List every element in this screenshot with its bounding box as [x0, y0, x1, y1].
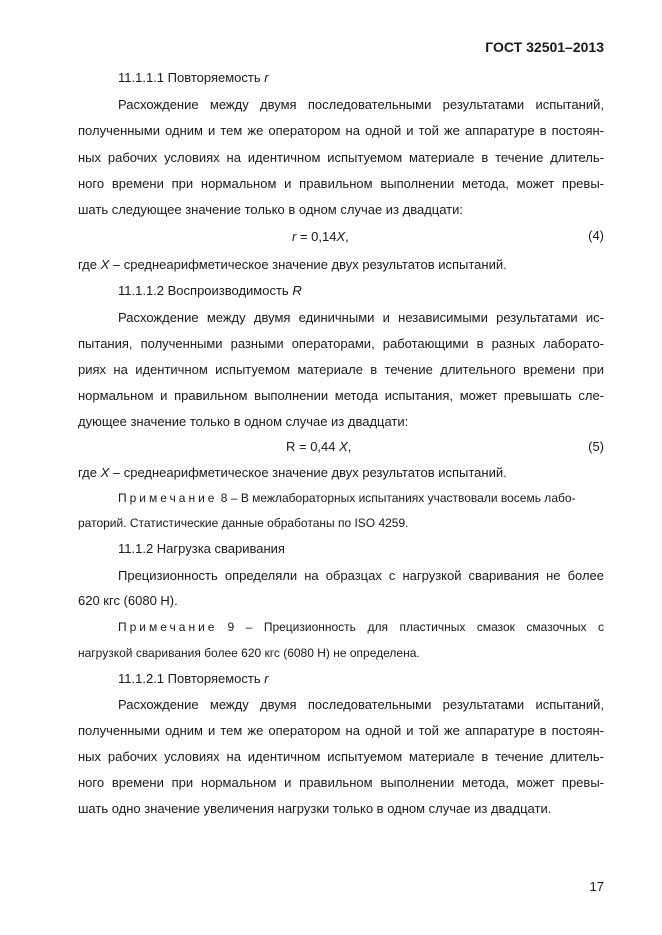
paragraph-line: полученными одним и тем же оператором на одной и той же аппаратуре в постоян- [78, 723, 604, 738]
where-pre: где [78, 257, 101, 272]
note-9 [118, 619, 604, 635]
paragraph-line: Прецизионность определяли на образцах с нагрузкой сваривания не более [118, 568, 604, 583]
paragraph-line: Расхождение между двумя единичными и независимыми результатами ис- [118, 310, 604, 325]
heading-text: 11.1.1.2 Воспроизводимость [118, 283, 293, 298]
paragraph-line: дующее значение только в одном случае из двадцати: [78, 414, 409, 429]
where-post: – среднеарифметическое значение двух результатов испытаний. [109, 257, 507, 272]
formula-rhs: = 0,14 [296, 229, 337, 244]
symbol: r [264, 70, 269, 85]
where-var: X [100, 257, 110, 272]
formula-var: X [339, 439, 348, 454]
note-text: 8 – В межлабораторных испытаниях участвовали восемь лабо- [217, 491, 576, 505]
paragraph-line: ных рабочих условиях на идентичном испытуемом материале в течение длитель- [78, 150, 604, 165]
heading-text: 11.1.1.1 Повторяемость [118, 70, 265, 85]
section-heading [118, 70, 604, 86]
note-text: 9 – Прецизионность для пластичных смазок смазочных с [227, 620, 604, 634]
where-pre: где [78, 465, 101, 480]
paragraph-line: Расхождение между двумя последовательными результатами испытаний, [118, 697, 604, 712]
note-8-continuation: раторий. Статистические данные обработаны по ISO 4259. [78, 516, 409, 530]
where-line [78, 465, 604, 481]
where-post: – среднеарифметическое значение двух результатов испытаний. [109, 465, 507, 480]
paragraph-line: ных рабочих условиях на идентичном испытуемом материале в течение длитель- [78, 749, 604, 764]
formula-lhs: R = 0,44 [286, 439, 340, 454]
heading-text: 11.1.2.1 Повторяемость [118, 671, 265, 686]
section-heading: 11.1.2 Нагрузка сваривания [118, 541, 285, 556]
formula-end: , [347, 439, 352, 454]
section-heading [118, 283, 604, 299]
note-9-continuation: нагрузкой сваривания более 620 кгс (6080 Н) не определена. [78, 646, 420, 660]
symbol: R [292, 283, 302, 298]
section-heading [118, 671, 604, 687]
where-line [78, 257, 604, 273]
equation-number: (4) [588, 228, 604, 243]
paragraph-line: ного времени при нормальном и правильном выполнении метода, может превы- [78, 176, 604, 191]
where-var: X [100, 465, 110, 480]
paragraph-line: нормальном и правильном выполнении метода испытания, может превышать сле- [78, 388, 604, 403]
note-8 [118, 490, 604, 506]
paragraph-line: ного времени при нормальном и правильном выполнении метода, может превы- [78, 775, 604, 790]
formula-lhs: r [292, 229, 297, 244]
formula-5 [286, 439, 351, 455]
equation-number: (5) [588, 439, 604, 454]
symbol: r [264, 671, 269, 686]
formula-end: , [345, 229, 349, 244]
document-header: ГОСТ 32501–2013 [485, 39, 604, 55]
note-label: Примечание [118, 620, 218, 634]
formula-var: X [336, 229, 346, 244]
paragraph-line: пытания, полученными разными операторами, работающими в разных лаборато- [78, 336, 604, 351]
paragraph-line: Расхождение между двумя последовательными результатами испытаний, [118, 97, 604, 112]
paragraph-line: 620 кгс (6080 Н). [78, 593, 178, 608]
paragraph-line: риях на идентичном испытуемом материале в течение длительного времени при [78, 362, 604, 377]
paragraph-line: шать одно значение увеличения нагрузки только в одном случае из двадцати. [78, 801, 552, 816]
paragraph-line: шать следующее значение только в одном случае из двадцати: [78, 202, 464, 217]
page-number: 17 [589, 879, 604, 894]
paragraph-line: полученными одним и тем же оператором на одной и той же аппаратуре в постоян- [78, 123, 604, 138]
note-label: Примечание [118, 491, 218, 505]
formula-4 [292, 229, 349, 245]
